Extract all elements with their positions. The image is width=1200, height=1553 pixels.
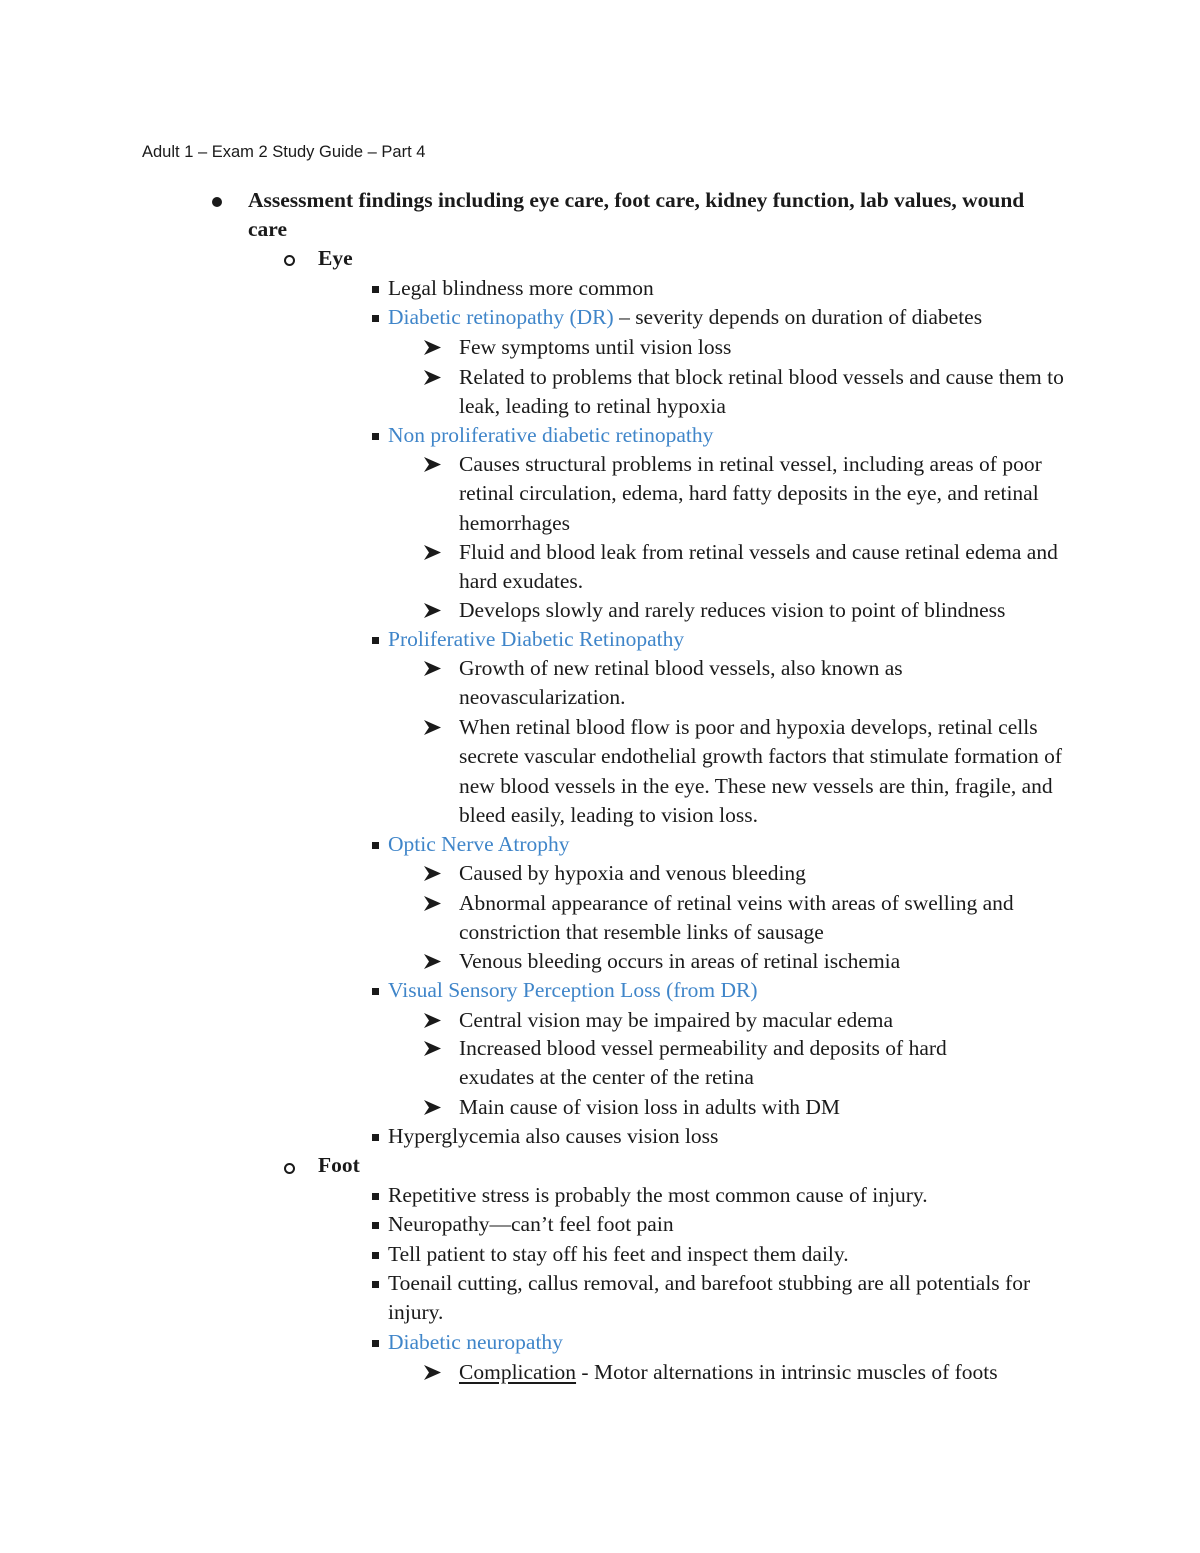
vspl-point: Central vision may be impaired by macular edema [459, 1008, 894, 1032]
ona-point: Caused by hypoxia and venous bleeding [459, 861, 806, 885]
foot-point: Tell patient to stay off his feet and inspect them daily. [388, 1242, 849, 1266]
eye-hyperglycemia: Hyperglycemia also causes vision loss [388, 1124, 719, 1148]
vspl-term: Visual Sensory Perception Loss (from DR) [388, 978, 758, 1002]
pdr-point: Growth of new retinal blood vessels, also known as neovascularization. [459, 656, 903, 710]
arrow-bullet-icon [424, 1100, 441, 1115]
pdr-point: When retinal blood flow is poor and hypoxia develops, retinal cells secrete vascular endothelial growth factors that stimulate formation of new blood vessels in the eye. These new vessels are thin, fragile, and bleed easily, leading to vision loss. [459, 715, 1062, 827]
arrow-bullet-icon [424, 661, 441, 676]
arrow-bullet-icon [424, 720, 441, 735]
complication-label: Complication [459, 1360, 577, 1384]
dr-term: Diabetic retinopathy (DR) [388, 305, 614, 329]
npdr-point: Causes structural problems in retinal vessel, including areas of poor retinal circulation, edema, hard fatty deposits in the eye, and retinal hemorrhages [459, 452, 1042, 535]
dr-point: Few symptoms until vision loss [459, 335, 732, 359]
arrow-bullet-icon [424, 370, 441, 385]
foot-heading: Foot [318, 1153, 360, 1177]
vspl-point: Increased blood vessel permeability and deposits of hard exudates at the center of the retina [459, 1036, 947, 1090]
arrow-bullet-icon [424, 340, 441, 355]
vspl-point: Main cause of vision loss in adults with DM [459, 1095, 841, 1119]
square-bullet-icon [372, 1281, 379, 1288]
page-header: Adult 1 – Exam 2 Study Guide – Part 4 [142, 143, 426, 161]
ona-term: Optic Nerve Atrophy [388, 832, 570, 856]
arrow-bullet-icon [424, 545, 441, 560]
dr-point: Related to problems that block retinal blood vessels and cause them to leak, leading to retinal hypoxia [459, 365, 1064, 419]
square-bullet-icon [372, 988, 379, 995]
foot-point: Neuropathy—can’t feel foot pain [388, 1212, 674, 1236]
arrow-bullet-icon [424, 457, 441, 472]
pdr-term: Proliferative Diabetic Retinopathy [388, 627, 685, 651]
eye-heading: Eye [318, 246, 353, 270]
hollow-bullet-icon [284, 1163, 295, 1174]
complication-description: - Motor alternations in intrinsic muscles of foots [576, 1360, 998, 1384]
npdr-point: Fluid and blood leak from retinal vessels and cause retinal edema and hard exudates. [459, 540, 1058, 594]
eye-dr-item [388, 303, 1078, 332]
section-title: Assessment findings including eye care, foot care, kidney function, lab values, wound care [248, 188, 1025, 242]
npdr-point: Develops slowly and rarely reduces vision to point of blindness [459, 598, 1006, 622]
square-bullet-icon [372, 1252, 379, 1259]
ona-point: Abnormal appearance of retinal veins with areas of swelling and constriction that resemble links of sausage [459, 891, 1014, 945]
square-bullet-icon [372, 842, 379, 849]
arrow-bullet-icon [424, 954, 441, 969]
arrow-bullet-icon [424, 896, 441, 911]
square-bullet-icon [372, 433, 379, 440]
hollow-bullet-icon [284, 255, 295, 266]
arrow-bullet-icon [424, 1013, 441, 1028]
arrow-bullet-icon [424, 1365, 441, 1380]
npdr-term: Non proliferative diabetic retinopathy [388, 423, 714, 447]
ona-point: Venous bleeding occurs in areas of retinal ischemia [459, 949, 901, 973]
square-bullet-icon [372, 286, 379, 293]
square-bullet-icon [372, 1134, 379, 1141]
arrow-bullet-icon [424, 603, 441, 618]
arrow-bullet-icon [424, 866, 441, 881]
foot-point: Toenail cutting, callus removal, and barefoot stubbing are all potentials for injury. [388, 1271, 1031, 1325]
foot-point: Repetitive stress is probably the most common cause of injury. [388, 1183, 928, 1207]
square-bullet-icon [372, 1340, 379, 1347]
complication-item [459, 1358, 1079, 1387]
square-bullet-icon [372, 1193, 379, 1200]
dr-description: – severity depends on duration of diabetes [613, 305, 983, 329]
square-bullet-icon [372, 637, 379, 644]
square-bullet-icon [372, 1222, 379, 1229]
square-bullet-icon [372, 315, 379, 322]
eye-legal-blindness: Legal blindness more common [388, 276, 654, 300]
diabetic-neuropathy-term: Diabetic neuropathy [388, 1330, 563, 1354]
bullet-dot-icon [212, 197, 222, 207]
arrow-bullet-icon [424, 1041, 441, 1056]
